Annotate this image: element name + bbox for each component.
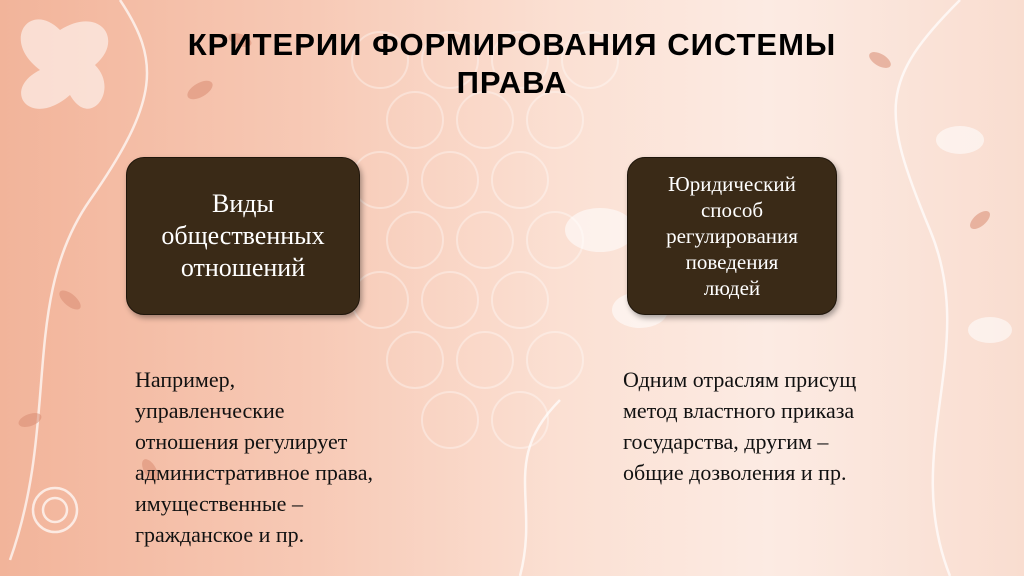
example-note-left — [135, 364, 425, 550]
note-line: управленческие — [135, 398, 285, 423]
legal-method-box — [627, 157, 837, 315]
example-note-right — [623, 364, 923, 488]
note-line: общие дозволения и пр. — [623, 460, 847, 485]
box-text — [161, 188, 324, 284]
butterfly-icon — [21, 19, 109, 108]
box-line: поведения — [685, 250, 779, 274]
title-line: КРИТЕРИИ ФОРМИРОВАНИЯ СИСТЕМЫ — [187, 27, 837, 62]
box-line: общественных — [161, 221, 325, 250]
note-line: Одним отраслям присущ — [623, 367, 857, 392]
note-line: административное права, — [135, 460, 374, 485]
note-line: метод властного приказа — [623, 398, 855, 423]
slide-title — [100, 26, 924, 102]
note-line: государства, другим – — [623, 429, 829, 454]
note-line: гражданское и пр. — [135, 522, 305, 547]
box-line: отношений — [180, 253, 306, 282]
box-line: регулирования — [666, 224, 798, 248]
box-text — [666, 171, 798, 301]
box-line: людей — [703, 276, 761, 300]
title-line: ПРАВА — [456, 65, 568, 100]
social-relations-box — [126, 157, 360, 315]
box-line: способ — [700, 198, 764, 222]
box-line: Юридический — [668, 172, 796, 196]
note-line: имущественные – — [135, 491, 303, 516]
note-line: отношения регулирует — [135, 429, 348, 454]
note-line: Например, — [135, 367, 236, 392]
box-line: Виды — [212, 189, 274, 218]
